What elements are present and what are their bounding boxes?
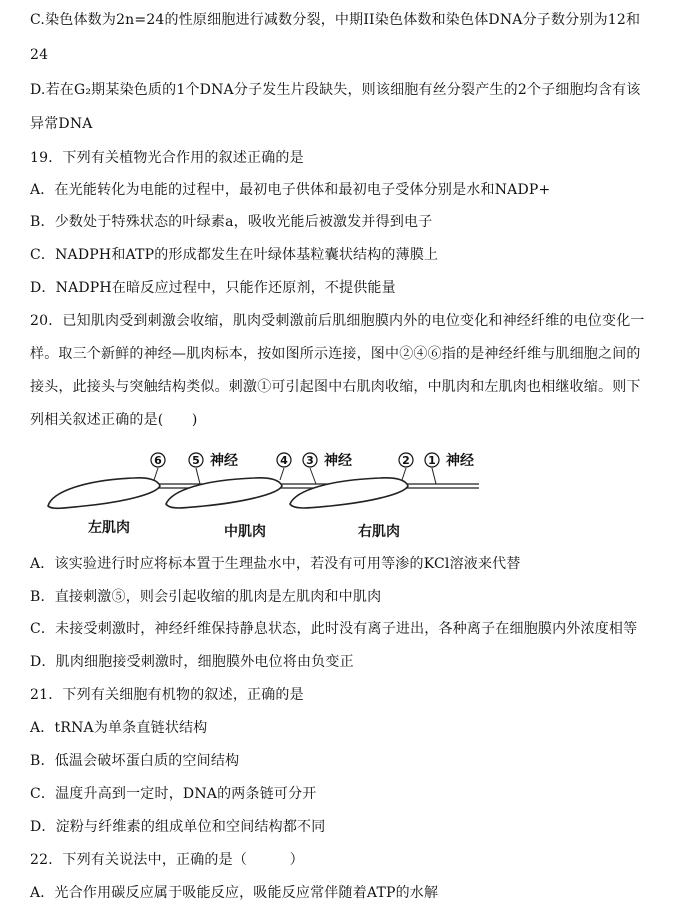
question-20-option-a: A．该实验进行时应将标本置于生理盐水中，若没有可用等渗的KCl溶液来代替	[30, 556, 521, 572]
question-20-option-d: D．肌肉细胞接受刺激时，细胞膜外电位将由负变正	[30, 654, 354, 670]
marker-4	[277, 453, 291, 467]
question-21-stem: 21．下列有关细胞有机物的叙述，正确的是	[30, 687, 304, 703]
marker-1	[425, 453, 439, 467]
left-muscle-shape	[48, 478, 160, 508]
question-20-stem-3: 接头，此接头与突触结构类似。刺激①可引起图中右肌肉收缩，中肌肉和左肌肉也相继收缩。则下	[30, 379, 641, 395]
question-20-stem-1: 20．已知肌肉受到刺激会收缩，肌肉受刺激前后肌细胞膜内外的电位变化和神经纤维的电位变化一	[30, 313, 645, 329]
marker-4-label: 4	[280, 454, 288, 467]
question-21-option-b: B．低温会破坏蛋白质的空间结构	[30, 753, 240, 769]
marker-5	[189, 453, 203, 467]
question-19-option-a: A．在光能转化为电能的过程中，最初电子供体和最初电子受体分别是水和NADP+	[30, 182, 551, 198]
question-19-option-c: C．NADPH和ATP的形成都发生在叶绿体基粒囊状结构的薄膜上	[30, 247, 439, 263]
marker-3-label: 3	[306, 454, 314, 467]
marker-3	[303, 453, 317, 467]
option-c-line-2: 24	[30, 47, 49, 63]
option-d-line-1: D.若在G₂期某染色质的1个DNA分子发生片段缺失，则该细胞有丝分裂产生的2个子细胞均含有该	[30, 82, 641, 98]
question-22-stem: 22．下列有关说法中，正确的是（ ）	[30, 852, 304, 868]
nerve-label-middle: 神经	[324, 453, 352, 469]
right-muscle-shape	[290, 478, 408, 508]
question-21-option-d: D．淀粉与纤维素的组成单位和空间结构都不同	[30, 819, 326, 835]
question-19-option-d: D．NADPH在暗反应过程中，只能作还原剂，不提供能量	[30, 280, 396, 296]
right-muscle-label: 右肌肉	[358, 524, 400, 540]
question-19-option-b: B．少数处于特殊状态的叶绿素a，吸收光能后被激发并得到电子	[30, 214, 433, 230]
question-21-option-a: A．tRNA为单条直链状结构	[30, 720, 208, 736]
question-22-option-a: A．光合作用碳反应属于吸能反应，吸能反应常伴随着ATP的水解	[30, 885, 439, 901]
marker-1-label: 1	[428, 454, 436, 467]
question-19-stem: 19．下列有关植物光合作用的叙述正确的是	[30, 150, 304, 166]
nerve-label-left: 神经	[210, 453, 238, 469]
left-muscle-label: 左肌肉	[88, 520, 130, 536]
middle-muscle-shape	[166, 478, 282, 508]
question-20-stem-4: 列相关叙述正确的是( )	[30, 412, 198, 428]
option-d-line-2: 异常DNA	[30, 116, 93, 132]
nerve-muscle-figure	[44, 444, 494, 548]
marker-6	[151, 453, 165, 467]
marker-6-label: 6	[154, 454, 162, 467]
middle-muscle-label: 中肌肉	[224, 524, 266, 540]
question-20-option-c: C．未接受刺激时，神经纤维保持静息状态，此时没有离子进出，各种离子在细胞膜内外浓度相等	[30, 621, 638, 637]
nerve-label-right: 神经	[446, 453, 474, 469]
question-21-option-c: C．温度升高到一定时，DNA的两条链可分开	[30, 786, 317, 802]
question-20-option-b: B．直接刺激⑤，则会引起收缩的肌肉是左肌肉和中肌肉	[30, 589, 382, 605]
option-c-line-1: C.染色体数为2n=24的性原细胞进行减数分裂，中期II染色体数和染色体DNA分子数分别为12和	[30, 12, 641, 28]
marker-5-label: 5	[192, 454, 200, 467]
question-20-stem-2: 样。取三个新鲜的神经—肌肉标本，按如图所示连接，图中②④⑥指的是神经纤维与肌细胞之间的	[30, 346, 641, 362]
marker-2	[399, 453, 413, 467]
marker-2-label: 2	[402, 454, 410, 467]
